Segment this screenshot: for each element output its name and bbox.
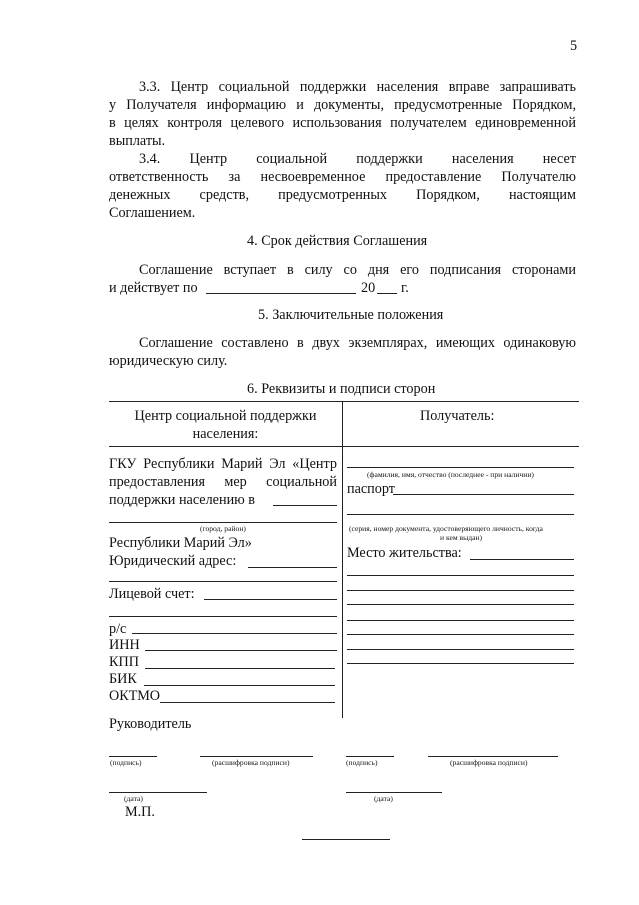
doc-caption-1: (серия, номер документа, удостоверяющего личность, когда	[349, 524, 543, 533]
left-header-line1: Центр социальной поддержки	[134, 408, 317, 424]
table-top-border	[109, 401, 579, 402]
bik-label: БИК	[109, 671, 137, 687]
residence-line	[347, 649, 574, 650]
right-header: Получатель:	[420, 408, 495, 424]
legal-address-label: Юридический адрес:	[109, 553, 237, 569]
section-6-heading: 6. Реквизиты и подписи сторон	[247, 381, 436, 397]
head-label: Руководитель	[109, 716, 192, 732]
paragraph-line: денежных средств, предусмотренных Порядком, настоящим	[109, 187, 576, 203]
legal-address-line	[109, 581, 337, 582]
passport-line	[347, 514, 574, 515]
paragraph-line: Соглашением.	[109, 205, 196, 221]
section-4-line: Соглашение вступает в силу со дня его подписания сторонами	[139, 262, 576, 278]
residence-line	[347, 634, 574, 635]
city-blank-line	[109, 522, 337, 523]
decode-caption-left: (расшифровка подписи)	[212, 758, 290, 767]
section-4-line-start: и действует по	[109, 280, 198, 296]
decode-line	[200, 756, 313, 757]
date-blank-line	[206, 293, 356, 294]
residence-line	[347, 604, 574, 605]
org-line: ГКУ Республики Марий Эл «Центр	[109, 456, 337, 472]
inn-label: ИНН	[109, 637, 140, 653]
rs-label: р/с	[109, 621, 127, 637]
org-line: поддержки населению в	[109, 492, 256, 508]
decode-line	[428, 756, 558, 757]
legal-address-line	[248, 567, 337, 568]
republic-line: Республики Марий Эл»	[109, 535, 252, 551]
residence-line	[347, 663, 574, 664]
oktmo-label: ОКТМО	[109, 688, 161, 704]
section-4-heading: 4. Срок действия Соглашения	[247, 233, 428, 249]
year-prefix: 20	[361, 280, 376, 296]
residence-line	[347, 590, 574, 591]
paragraph-line: выплаты.	[109, 133, 166, 149]
oktmo-line	[160, 702, 335, 703]
residence-line	[347, 575, 574, 576]
sign-caption-left: (подпись)	[110, 758, 142, 767]
table-header-border	[109, 446, 579, 447]
year-blank-line	[377, 293, 397, 294]
bik-line	[144, 685, 335, 686]
date-caption-right: (дата)	[374, 794, 393, 803]
section-5-heading: 5. Заключительные положения	[258, 307, 444, 323]
page-number: 5	[570, 38, 578, 54]
document-end-line	[302, 839, 390, 840]
sign-caption-right: (подпись)	[346, 758, 378, 767]
city-caption: (город, район)	[200, 524, 246, 533]
residence-label: Место жительства:	[347, 545, 462, 561]
paragraph-line: у Получателя информацию и документы, предусмотренные Порядком,	[109, 97, 576, 113]
signature-line	[346, 756, 394, 757]
inn-line	[145, 650, 337, 651]
doc-caption-2: и кем выдан)	[440, 533, 483, 542]
section-5-line: Соглашение составлено в двух экземплярах, имеющих одинаковую	[139, 335, 576, 351]
account-label: Лицевой счет:	[109, 586, 195, 602]
account-line	[109, 616, 337, 617]
fio-line	[347, 467, 574, 468]
residence-line	[347, 620, 574, 621]
fio-caption: (фамилия, имя, отчество (последнее - при наличии)	[367, 470, 534, 479]
date-line	[346, 792, 442, 793]
account-line	[204, 599, 337, 600]
decode-caption-right: (расшифровка подписи)	[450, 758, 528, 767]
signature-line	[109, 756, 157, 757]
org-line: предоставления мер социальной	[109, 474, 337, 490]
paragraph-line: ответственность за несвоевременное предоставление Получателю	[109, 169, 576, 185]
passport-label: паспорт	[347, 481, 395, 497]
residence-line	[470, 559, 574, 560]
blank-line	[273, 505, 337, 506]
kpp-line	[145, 668, 335, 669]
kpp-label: КПП	[109, 654, 139, 670]
left-header-line2: населения:	[192, 426, 259, 442]
date-caption-left: (дата)	[124, 794, 143, 803]
paragraph-line: 3.4. Центр социальной поддержки населения несет	[139, 151, 576, 167]
passport-line	[393, 494, 574, 495]
paragraph-line: в целях контроля целевого использования получателем единовременной	[109, 115, 576, 131]
stamp-label: М.П.	[125, 804, 155, 820]
rs-line	[132, 633, 337, 634]
date-line	[109, 792, 207, 793]
year-suffix: г.	[401, 280, 409, 296]
table-column-divider	[342, 401, 343, 718]
paragraph-line: 3.3. Центр социальной поддержки населения вправе запрашивать	[139, 79, 576, 95]
section-5-line: юридическую силу.	[109, 353, 228, 369]
